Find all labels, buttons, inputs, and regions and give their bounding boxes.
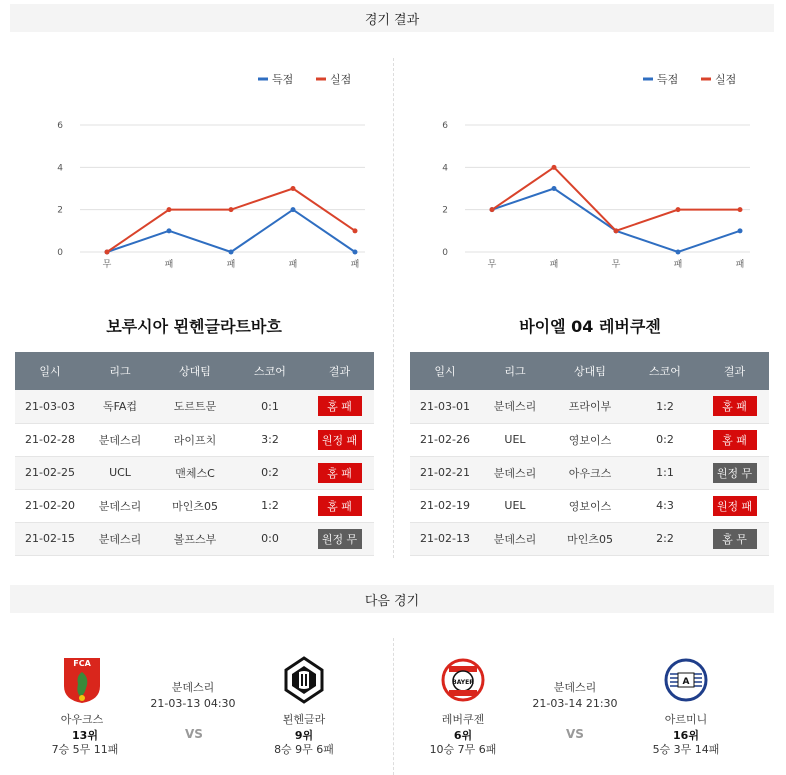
column-header: 스코어 <box>630 352 700 390</box>
match1-league: 분데스리 <box>171 681 215 694</box>
column-header: 리그 <box>85 352 155 390</box>
score-cell: 3:2 <box>235 423 305 456</box>
legend-label-0[interactable]: 득점 <box>272 73 294 86</box>
y-tick-label: 2 <box>57 205 63 216</box>
gladbach-logo-icon <box>282 656 326 704</box>
date-cell: 21-02-21 <box>410 456 480 489</box>
result-cell <box>700 423 769 456</box>
column-header: 상대팀 <box>550 352 630 390</box>
legend-label-1[interactable]: 실점 <box>715 73 737 86</box>
x-tick-label: 무 <box>102 260 112 270</box>
x-tick-label: 패 <box>350 260 360 270</box>
opponent-cell: 라이프치 <box>155 423 235 456</box>
table-row[interactable] <box>15 522 374 555</box>
opponent-cell: 아우크스 <box>550 456 630 489</box>
match1-away-rank: 9위 <box>294 729 314 742</box>
series-point-1[interactable] <box>291 186 296 191</box>
opponent-cell: 마인츠05 <box>550 522 630 555</box>
results-table-leverkusen <box>410 352 769 556</box>
match2-away-stats <box>641 729 731 757</box>
score-cell: 0:1 <box>235 390 305 423</box>
svg-text:A: A <box>682 677 690 687</box>
match2-home-team[interactable] <box>418 656 508 727</box>
result-cell <box>700 456 769 489</box>
league-cell: 분데스리 <box>480 522 550 555</box>
table-header-row <box>410 352 769 390</box>
y-tick-label: 4 <box>57 163 63 174</box>
series-point-0[interactable] <box>291 207 296 212</box>
match2-away-name: 아르미니 <box>664 713 708 726</box>
match1-home-team[interactable] <box>37 656 127 727</box>
table-row[interactable] <box>410 522 769 555</box>
svg-text:FCA: FCA <box>73 659 91 668</box>
result-cell <box>305 456 374 489</box>
score-cell: 0:2 <box>235 456 305 489</box>
score-cell: 4:3 <box>630 489 700 522</box>
column-header: 일시 <box>15 352 85 390</box>
match2-home-stats <box>418 729 508 757</box>
result-cell <box>305 390 374 423</box>
match1-datetime: 21-03-13 04:30 <box>150 697 236 710</box>
opponent-cell: 맨체스C <box>155 456 235 489</box>
score-cell: 1:2 <box>630 390 700 423</box>
x-tick-label: 무 <box>487 260 497 270</box>
table-row[interactable] <box>410 423 769 456</box>
series-point-1[interactable] <box>738 207 743 212</box>
x-tick-label: 패 <box>673 260 683 270</box>
result-cell <box>305 522 374 555</box>
x-tick-label: 패 <box>164 260 174 270</box>
league-cell: 분데스리 <box>85 522 155 555</box>
date-cell: 21-03-01 <box>410 390 480 423</box>
result-badge: 홈 패 <box>713 396 757 416</box>
score-cell: 0:2 <box>630 423 700 456</box>
match2-home-rank: 6위 <box>453 729 473 742</box>
series-point-1[interactable] <box>490 207 495 212</box>
result-cell <box>700 489 769 522</box>
series-point-0[interactable] <box>552 186 557 191</box>
result-badge: 원정 무 <box>318 529 362 549</box>
match1-away-stats <box>259 729 349 757</box>
match1-home-name: 아우크스 <box>60 713 104 726</box>
y-tick-label: 0 <box>442 248 448 258</box>
series-point-0[interactable] <box>353 250 358 255</box>
match2-home-record: 10승 7무 6패 <box>429 743 497 756</box>
y-tick-label: 6 <box>57 121 63 131</box>
x-tick-label: 패 <box>226 260 236 270</box>
league-cell: 분데스리 <box>480 456 550 489</box>
series-point-0[interactable] <box>738 228 743 233</box>
series-point-0[interactable] <box>676 250 681 255</box>
result-cell <box>305 489 374 522</box>
next-section-header <box>10 585 774 613</box>
result-cell <box>700 390 769 423</box>
column-header: 결과 <box>305 352 374 390</box>
legend-label-1[interactable]: 실점 <box>330 73 352 86</box>
series-point-1[interactable] <box>614 228 619 233</box>
match2-away-rank: 16위 <box>673 729 699 742</box>
y-tick-label: 6 <box>442 121 448 131</box>
svg-text:BAYER: BAYER <box>452 679 474 686</box>
match2-vs: VS <box>566 727 584 741</box>
team-title-leverkusen: 바이엘 04 레버쿠젠 <box>519 317 661 336</box>
match1-away-name: 묀헨글라 <box>282 713 326 726</box>
date-cell: 21-02-13 <box>410 522 480 555</box>
table-row[interactable] <box>410 489 769 522</box>
x-tick-label: 패 <box>549 260 559 270</box>
leverkusen-logo-icon <box>441 656 485 704</box>
match2-away-record: 5승 3무 14패 <box>652 743 720 756</box>
series-point-1[interactable] <box>229 207 234 212</box>
score-cell: 1:1 <box>630 456 700 489</box>
y-tick-label: 2 <box>442 205 448 216</box>
table-row[interactable] <box>15 489 374 522</box>
match1-home-rank: 13위 <box>72 729 98 742</box>
table-row[interactable] <box>410 456 769 489</box>
date-cell: 21-02-20 <box>15 489 85 522</box>
opponent-cell: 마인츠05 <box>155 489 235 522</box>
table-row[interactable] <box>15 456 374 489</box>
result-badge: 홈 패 <box>318 463 362 483</box>
x-tick-label: 무 <box>611 260 621 270</box>
series-point-1[interactable] <box>167 207 172 212</box>
results-section-header <box>10 4 774 32</box>
series-line-0 <box>107 210 355 252</box>
league-cell: UEL <box>480 489 550 522</box>
result-badge: 홈 패 <box>318 396 362 416</box>
league-cell: UEL <box>480 423 550 456</box>
date-cell: 21-02-15 <box>15 522 85 555</box>
next-column-divider <box>393 638 394 775</box>
next-header-label: 다음 경기 <box>364 593 420 609</box>
result-badge: 홈 무 <box>713 529 757 549</box>
result-badge: 원정 무 <box>713 463 757 483</box>
match1-home-record: 7승 5무 11패 <box>51 743 119 756</box>
match1-away-record: 8승 9무 6패 <box>274 743 334 756</box>
match1-home-stats <box>40 729 130 757</box>
series-line-1 <box>492 167 740 230</box>
column-header: 결과 <box>700 352 769 390</box>
opponent-cell: 볼프스부 <box>155 522 235 555</box>
series-point-1[interactable] <box>105 250 110 255</box>
date-cell: 21-02-25 <box>15 456 85 489</box>
chart-gladbach <box>10 58 380 278</box>
series-point-0[interactable] <box>229 250 234 255</box>
score-cell: 1:2 <box>235 489 305 522</box>
results-header-label: 경기 결과 <box>364 12 420 28</box>
table-row[interactable] <box>410 390 769 423</box>
result-badge: 홈 패 <box>713 430 757 450</box>
date-cell: 21-02-28 <box>15 423 85 456</box>
table-row[interactable] <box>15 423 374 456</box>
team-title-gladbach: 보루시아 묀헨글라트바흐 <box>106 317 282 336</box>
league-cell: 독FA컵 <box>85 390 155 423</box>
result-badge: 홈 패 <box>318 496 362 516</box>
table-header-row <box>15 352 374 390</box>
match2-home-name: 레버쿠젠 <box>441 713 485 726</box>
league-cell: 분데스리 <box>85 489 155 522</box>
column-divider <box>393 58 394 558</box>
column-header: 스코어 <box>235 352 305 390</box>
chart-leverkusen <box>395 58 765 278</box>
match1-info <box>138 680 248 712</box>
league-cell: UCL <box>85 456 155 489</box>
match1-away-team[interactable] <box>259 656 349 727</box>
table-row[interactable] <box>15 390 374 423</box>
series-point-0[interactable] <box>167 228 172 233</box>
series-line-0 <box>492 189 740 253</box>
opponent-cell: 프라이부 <box>550 390 630 423</box>
score-cell: 2:2 <box>630 522 700 555</box>
opponent-cell: 영보이스 <box>550 489 630 522</box>
x-tick-label: 패 <box>735 260 745 270</box>
column-header: 일시 <box>410 352 480 390</box>
bielefeld-logo-icon <box>664 656 708 704</box>
opponent-cell: 도르트문 <box>155 390 235 423</box>
league-cell: 분데스리 <box>85 423 155 456</box>
match2-league: 분데스리 <box>553 681 597 694</box>
legend-label-0[interactable]: 득점 <box>657 73 679 86</box>
date-cell: 21-02-19 <box>410 489 480 522</box>
league-cell: 분데스리 <box>480 390 550 423</box>
result-badge: 원정 패 <box>318 430 362 450</box>
series-line-1 <box>107 189 355 253</box>
match1-vs: VS <box>185 727 203 741</box>
series-point-1[interactable] <box>676 207 681 212</box>
match2-datetime: 21-03-14 21:30 <box>532 697 618 710</box>
y-tick-label: 4 <box>442 163 448 174</box>
series-point-1[interactable] <box>552 165 557 170</box>
match2-info <box>520 680 630 712</box>
score-cell: 0:0 <box>235 522 305 555</box>
results-table-gladbach <box>15 352 374 556</box>
date-cell: 21-02-26 <box>410 423 480 456</box>
x-tick-label: 패 <box>288 260 298 270</box>
result-cell <box>305 423 374 456</box>
column-header: 상대팀 <box>155 352 235 390</box>
augsburg-logo-icon <box>60 656 104 704</box>
opponent-cell: 영보이스 <box>550 423 630 456</box>
result-badge: 원정 패 <box>713 496 757 516</box>
result-cell <box>700 522 769 555</box>
series-point-1[interactable] <box>353 228 358 233</box>
date-cell: 21-03-03 <box>15 390 85 423</box>
y-tick-label: 0 <box>57 248 63 258</box>
match2-away-team[interactable] <box>641 656 731 727</box>
column-header: 리그 <box>480 352 550 390</box>
